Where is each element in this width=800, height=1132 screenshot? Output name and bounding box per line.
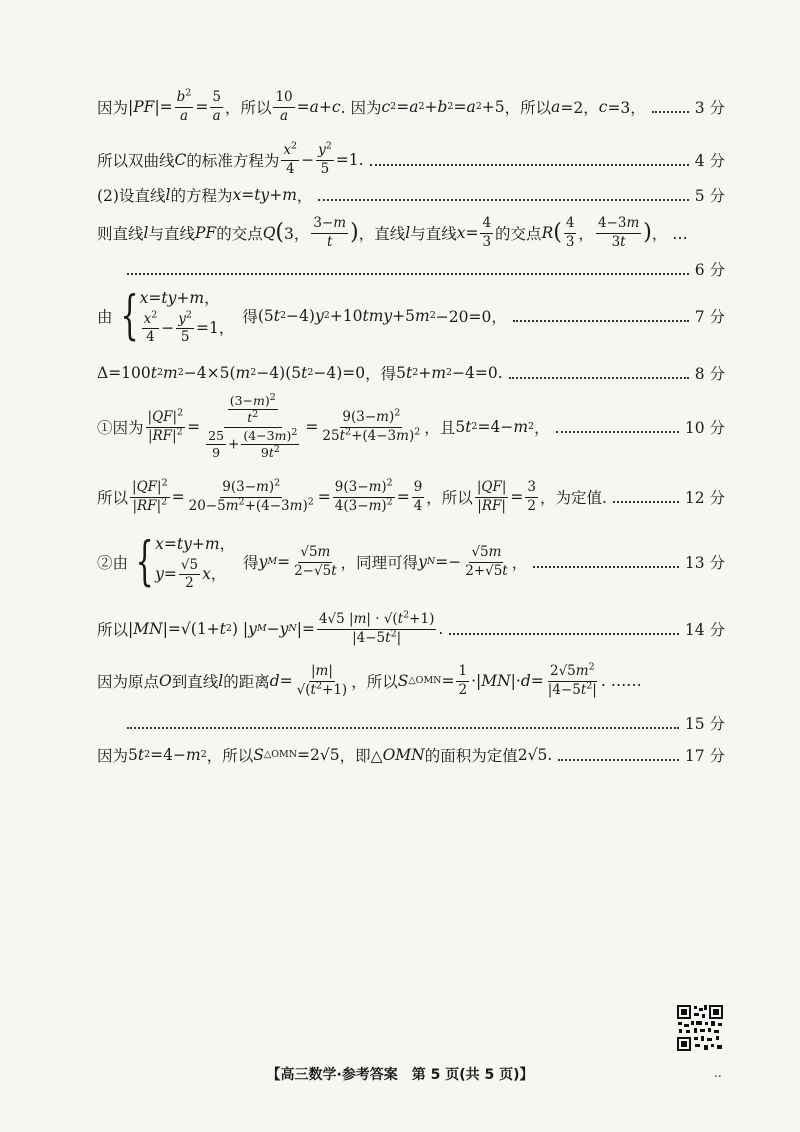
score-8: 8 分 bbox=[694, 365, 725, 383]
qr-code-icon bbox=[676, 1004, 724, 1052]
solution-line-4: 则直线 l 与直线 PF 的交点 Q ( 3， $\frac{3-m}{t}$ ) ，直线 l 与直线 x = $\frac{4}{3}$ 的交点 R ( $\frac{4}{3}$ ， $\frac{4-3m}{3t}$ ) ， … bbox=[97, 215, 688, 250]
score-4: 4 分 bbox=[694, 152, 725, 171]
score-12: 12 分 bbox=[684, 489, 725, 508]
trailing-mark: .. bbox=[714, 1066, 722, 1080]
solution-line-6: 由 { x=ty+m， $\frac{x^2}{4}$ − $\frac{y^2}{5}$ =1， 得 (5 t 2 −4) y 2 +10 tmy +5 m 2 −20=0， 7 分 bbox=[97, 286, 725, 346]
score-13: 13 分 bbox=[684, 554, 725, 572]
solution-line-9: 所以 $\frac{|QF|^2}{|RF|^2}$ = $\frac{9(3-m)^2}{20-5m^2+(4-3m)^2}$ = $\frac{9(3-m)^2}{4(3-m)^2}$ = $\frac{9}{4}$ ，所以 $\frac{|QF|}{|RF|}$ = $\frac{3}{2}$ ，为定值. 12 分 bbox=[97, 477, 725, 514]
solution-line-10: ②由 { x=ty+m， y= $\frac{√5}{2}$ x， 得 y M = $\frac{√5m}{2-√5t}$ ，同理可得 y N =− $\frac{√5m}{2+√5t}$ ， 13 分 bbox=[97, 532, 725, 592]
solution-line-1: 因为 | PF |= $\frac{b^2}{a}$ = $\frac{5}{a}$ ，所以 $\frac{10}{a}$ = a + c . 因为 c 2 = a 2 + b 2 = a 2 +5 ，所以 a =2， c =3， 3 分 bbox=[97, 87, 725, 124]
score-17: 17 分 bbox=[684, 747, 725, 765]
score-7: 7 分 bbox=[694, 308, 725, 326]
solution-line-5 bbox=[97, 258, 725, 280]
solution-line-13 bbox=[97, 712, 725, 734]
score-5: 5 分 bbox=[694, 187, 725, 205]
solution-line-12: 因为原点 O 到直线 l 的距离 d = $\frac{|m|}{√(t^2+1)}$ ，所以 S △OMN = $\frac{1}{2}$ ·| MN |· d = $\frac{2√5m^2}{|4-5t^2|}$ . …… bbox=[97, 661, 642, 698]
page-footer: 【高三数学·参考答案 第 5 页(共 5 页)】 bbox=[266, 1067, 534, 1083]
score-14: 14 分 bbox=[684, 621, 725, 640]
solution-line-14: 因为 5 t 2 =4− m 2 ，所以 S △OMN =2√5 ，即△ OMN 的面积为定值 2√5. 17 分 bbox=[97, 746, 725, 765]
score-15: 15 分 bbox=[684, 715, 725, 733]
score-6: 6 分 bbox=[694, 261, 725, 279]
score-10: 10 分 bbox=[684, 419, 725, 438]
solution-line-2: 所以双曲线 C 的标准方程为 $\frac{x^2}{4}$ − $\frac{y^2}{5}$ =1. 4 分 bbox=[97, 140, 725, 177]
score-3: 3 分 bbox=[694, 99, 725, 118]
solution-line-3: (2)设直线 l 的方程为 x = ty + m ， 5 分 bbox=[97, 186, 725, 205]
solution-line-11: 所以 | MN |=√(1+ t 2 ) | y M − y N |= $\frac{4√5 |m| \cdot √(t^2+1)}{|4-5t^2|}$ . 14 分 bbox=[97, 609, 725, 646]
solution-line-7: Δ=100 t 2 m 2 −4×5( m 2 −4)(5 t 2 −4)=0 ，得 5 t 2 + m 2 −4=0. 8 分 bbox=[97, 364, 725, 383]
solution-line-8: ①因为 $\frac{|QF|^2}{|RF|^2}$ = $\frac{(3-m)^2}{t^2}$ $\frac{25}{9}$ + $\frac{(4-3m)^2}{9t^2}$ = $\frac{9(3-m)^2}{25t^2+(4-3m)^2}$ ，且 5 t 2 =4− m 2 ， 10 分 bbox=[97, 391, 725, 461]
